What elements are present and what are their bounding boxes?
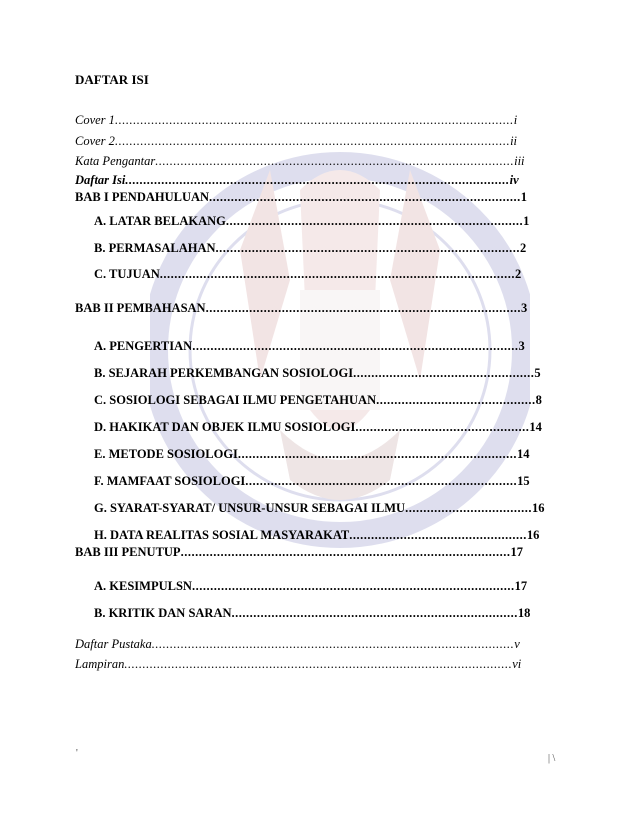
- toc-entry-title: BAB III PENUTUP: [75, 545, 181, 559]
- dot-leader: ..........................................................................................: [192, 339, 519, 353]
- toc-entry-page: 17: [510, 545, 523, 559]
- toc-entry[interactable]: [94, 500, 563, 516]
- toc-entry[interactable]: [75, 133, 563, 149]
- dot-leader: ..................................................: [353, 366, 535, 380]
- toc-entry-title: Cover 1: [75, 113, 115, 127]
- toc-entry-title: D. HAKIKAT DAN OBJEK ILMU SOSIOLOGI: [94, 420, 356, 434]
- toc-entry[interactable]: [94, 213, 563, 229]
- page-title: DAFTAR ISI: [75, 72, 149, 87]
- toc-entry-page: iii: [514, 154, 525, 168]
- toc-entry-page: 18: [517, 606, 531, 620]
- toc-entry-title: E. METODE SOSIOLOGI: [94, 447, 238, 461]
- dot-leader: ...............................................................................: [231, 606, 518, 620]
- toc-entry[interactable]: [75, 300, 563, 316]
- toc-entry[interactable]: [94, 419, 563, 435]
- toc-entry-title: A. LATAR BELAKANG: [94, 214, 226, 228]
- toc-entry[interactable]: [94, 365, 563, 381]
- toc-entry-title: Daftar Isi: [75, 173, 126, 187]
- toc-entry-title: Kata Pengantar: [75, 154, 156, 168]
- toc-entry[interactable]: [75, 636, 563, 652]
- toc-entry[interactable]: [94, 578, 563, 594]
- toc-entry[interactable]: [94, 473, 563, 489]
- toc-entry-title: G. SYARAT-SYARAT/ UNSUR-UNSUR SEBAGAI ILMU: [94, 501, 406, 515]
- toc-entry-title: B. SEJARAH PERKEMBANGAN SOSIOLOGI: [94, 366, 354, 380]
- dot-leader: ..................................................................................................: [159, 267, 515, 281]
- toc-entry[interactable]: [75, 656, 563, 672]
- toc-entry[interactable]: [94, 527, 563, 543]
- toc-entry-page: 3: [520, 301, 528, 315]
- toc-entry-title: Lampiran: [75, 657, 125, 671]
- dot-leader: ...................................: [405, 501, 532, 515]
- toc-entry-title: BAB II PEMBAHASAN: [75, 301, 206, 315]
- dot-leader: ....................................................................................: [215, 241, 521, 255]
- toc-entry-page: v: [514, 637, 520, 651]
- toc-entry-title: Daftar Pustaka: [75, 637, 152, 651]
- toc-entry[interactable]: [75, 112, 563, 128]
- toc-entry-page: 17: [514, 579, 528, 593]
- toc-entry-page: 14: [529, 420, 542, 434]
- toc-entry-page: 15: [517, 474, 530, 488]
- toc-entry-page: vi: [512, 657, 522, 671]
- toc-entry-page: i: [513, 113, 518, 127]
- dot-leader: .............................................................................................................: [114, 134, 511, 148]
- dot-leader: ...................................................................................................: [155, 154, 515, 168]
- toc-entry-title: C. SOSIOLOGI SEBAGAI ILMU PENGETAHUAN: [94, 393, 377, 407]
- dot-leader: ....................................................................................................: [151, 637, 515, 651]
- dot-leader: ..............................................................................................................: [114, 113, 514, 127]
- toc-entry[interactable]: [94, 392, 563, 408]
- toc-entry-title: BAB I PENDAHULUAN: [75, 190, 210, 204]
- dot-leader: ......................................................................................: [209, 190, 521, 204]
- dot-leader: ..........................................................................................................: [125, 173, 510, 187]
- toc-entry[interactable]: [75, 153, 563, 169]
- toc-entry[interactable]: [75, 544, 563, 560]
- toc-entry-title: B. KRITIK DAN SARAN: [94, 606, 232, 620]
- toc-entry-page: 14: [517, 447, 530, 461]
- toc-entry-title: H. DATA REALITAS SOSIAL MASYARAKAT: [94, 528, 350, 542]
- toc-entry-page: 1: [520, 190, 528, 204]
- toc-entry-title: A. KESIMPULSN: [94, 579, 192, 593]
- dot-leader: .............................................................................: [237, 447, 518, 461]
- dot-leader: ...........................................................................................: [180, 545, 511, 559]
- dot-leader: ................................................: [355, 420, 530, 434]
- toc-entry-title: Cover 2: [75, 134, 115, 148]
- footer-right-mark: | \: [548, 753, 556, 764]
- toc-entry[interactable]: [75, 172, 563, 188]
- toc-entry[interactable]: [94, 240, 563, 256]
- toc-entry-page: 3: [518, 339, 525, 353]
- toc-entry-page: 16: [531, 501, 545, 515]
- dot-leader: .................................................: [349, 528, 527, 542]
- toc-entry-page: 5: [534, 366, 541, 380]
- toc-entry-page: 2: [515, 267, 522, 281]
- toc-entry[interactable]: [94, 446, 563, 462]
- dot-leader: ..................................................................................: [225, 214, 524, 228]
- dot-leader: ...........................................................................................................: [124, 657, 513, 671]
- dot-leader: .......................................................................................: [205, 301, 521, 315]
- toc-entry[interactable]: [75, 189, 563, 205]
- dot-leader: ............................................: [376, 393, 536, 407]
- toc-entry-title: F. MAMFAAT SOSIOLOGI: [94, 474, 246, 488]
- toc-entry[interactable]: [94, 338, 563, 354]
- dot-leader: ...........................................................................: [245, 474, 518, 488]
- toc-entry-page: 8: [535, 393, 542, 407]
- footer-left-mark: ': [76, 748, 78, 759]
- toc-entry[interactable]: [94, 266, 563, 282]
- toc-entry[interactable]: [94, 605, 563, 621]
- toc-entry-page: 16: [526, 528, 540, 542]
- toc-entry-title: A. PENGERTIAN: [94, 339, 193, 353]
- dot-leader: .........................................................................................: [191, 579, 515, 593]
- toc-entry-page: iv: [509, 173, 519, 187]
- toc-entry-page: ii: [510, 134, 518, 148]
- toc-entry-title: C. TUJUAN: [94, 267, 160, 281]
- toc-entry-title: B. PERMASALAHAN: [94, 241, 216, 255]
- toc-entry-page: 2: [520, 241, 527, 255]
- toc-entry-page: 1: [523, 214, 530, 228]
